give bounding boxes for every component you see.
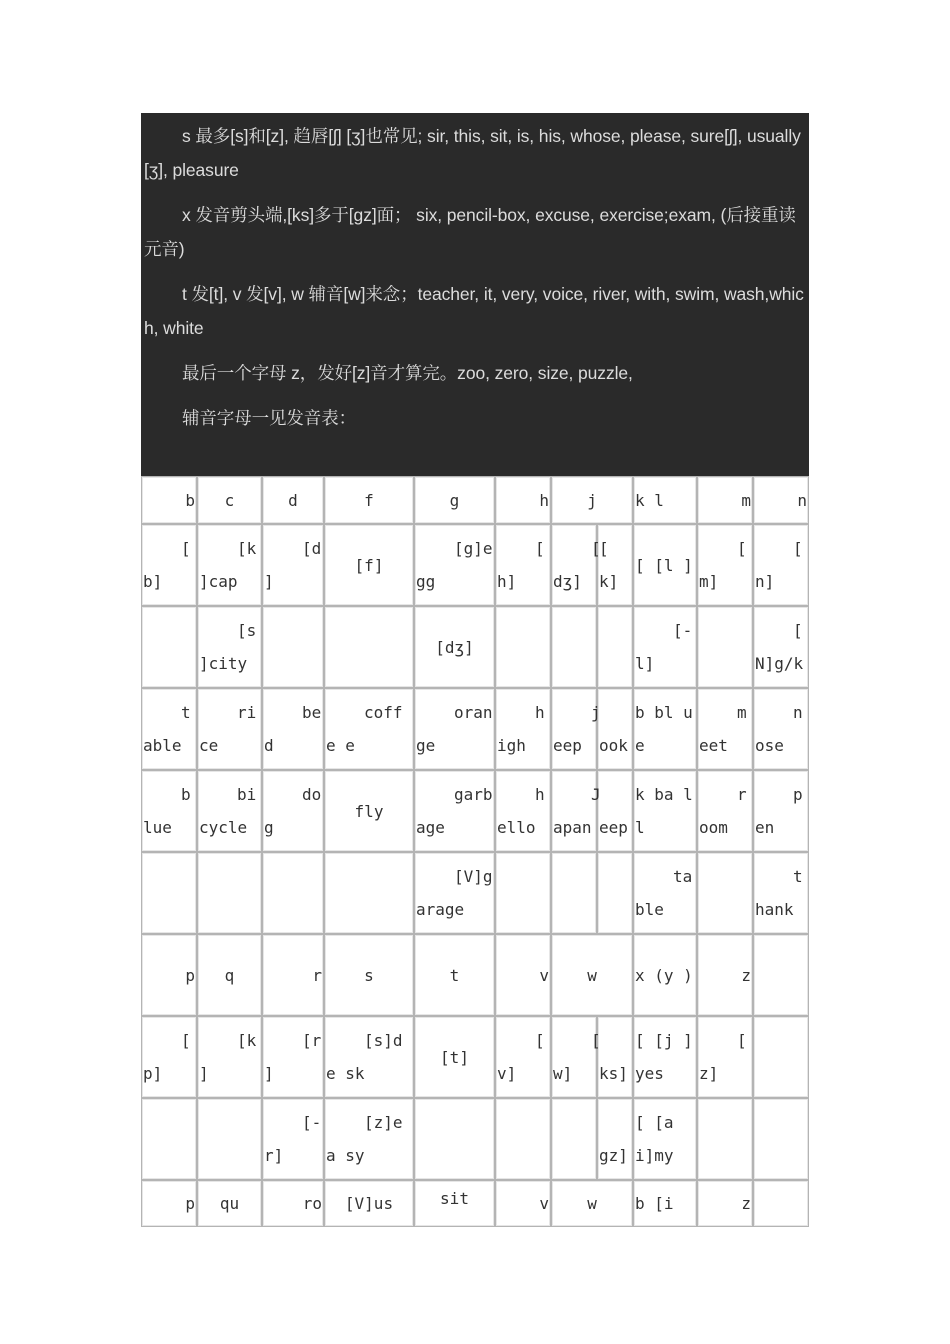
table-cell xyxy=(697,606,753,688)
table-cell: [r ] xyxy=(262,1016,324,1098)
table-cell: gz] xyxy=(597,1098,633,1180)
rule-t-v-w: t 发[t], v 发[v], w 辅音[w]来念；teacher, it, very, voice, river, with, swim, wash,which, white xyxy=(144,284,804,338)
table-cell: v xyxy=(495,934,551,1016)
table-cell: ook xyxy=(597,688,633,770)
table-cell: qu xyxy=(197,1180,262,1227)
table-cell: t xyxy=(414,934,495,1016)
table-cell xyxy=(197,1098,262,1180)
table-cell: [ p] xyxy=(141,1016,197,1098)
table-cell xyxy=(324,606,414,688)
table-intro: 辅音字母一见发音表： xyxy=(182,408,356,428)
table-cell: [k ]cap xyxy=(197,524,262,606)
table-cell xyxy=(597,606,633,688)
table-cell xyxy=(597,852,633,934)
table-cell xyxy=(753,1180,809,1227)
table-cell: be d xyxy=(262,688,324,770)
table-cell: ta ble xyxy=(633,852,697,934)
table-cell xyxy=(262,852,324,934)
table-cell: [ k] xyxy=(597,524,633,606)
table-cell: J apan xyxy=(551,770,597,852)
table-cell xyxy=(141,606,197,688)
table-cell: h ello xyxy=(495,770,551,852)
table-cell: t able xyxy=(141,688,197,770)
table-cell: [ w] xyxy=(551,1016,597,1098)
pronunciation-rules-block xyxy=(141,113,809,476)
table-row xyxy=(141,1016,809,1098)
table-cell: h igh xyxy=(495,688,551,770)
table-cell: b xyxy=(141,476,197,524)
table-cell: [ h] xyxy=(495,524,551,606)
table-cell: do g xyxy=(262,770,324,852)
table-cell: r xyxy=(262,934,324,1016)
table-row xyxy=(141,524,809,606)
table-cell: [V]g arage xyxy=(414,852,495,934)
table-cell xyxy=(753,1098,809,1180)
table-cell xyxy=(495,606,551,688)
table-cell: [- r] xyxy=(262,1098,324,1180)
table-cell xyxy=(551,852,597,934)
table-cell: ks] xyxy=(597,1016,633,1098)
table-cell: z xyxy=(697,1180,753,1227)
table-cell: p xyxy=(141,1180,197,1227)
table-cell xyxy=(551,606,597,688)
table-cell: r oom xyxy=(697,770,753,852)
table-row xyxy=(141,852,809,934)
table-cell: eep xyxy=(597,770,633,852)
table-cell: [t] xyxy=(414,1016,495,1098)
table-cell: [f] xyxy=(324,524,414,606)
table-cell: [k ] xyxy=(197,1016,262,1098)
table-cell: [ z] xyxy=(697,1016,753,1098)
table-cell: [ dʒ] xyxy=(551,524,597,606)
table-cell: g xyxy=(414,476,495,524)
table-cell: v xyxy=(495,1180,551,1227)
table-cell: k l xyxy=(633,476,697,524)
table-row xyxy=(141,934,809,1016)
table-cell: bi cycle xyxy=(197,770,262,852)
table-cell: m xyxy=(697,476,753,524)
rule-x: x 发音剪头端,[ks]多于[gz]面； six, pencil-box, excuse, exercise;exam, (后接重读元音) xyxy=(144,205,796,259)
table-cell: [z]ea sy xyxy=(324,1098,414,1180)
table-cell: h xyxy=(495,476,551,524)
table-cell: [ n] xyxy=(753,524,809,606)
table-cell: coffe e xyxy=(324,688,414,770)
table-cell: [g]e gg xyxy=(414,524,495,606)
table-cell xyxy=(753,934,809,1016)
table-cell xyxy=(324,852,414,934)
rule-z: 最后一个字母 z，发好[z]音才算完。zoo, zero, size, puzzle, xyxy=(182,363,633,383)
table-row xyxy=(141,476,809,524)
table-cell: x (y ) xyxy=(633,934,697,1016)
table-cell: b bl ue xyxy=(633,688,697,770)
table-cell: ri ce xyxy=(197,688,262,770)
table-cell xyxy=(262,606,324,688)
table-cell xyxy=(141,852,197,934)
table-cell: w xyxy=(551,934,633,1016)
table-cell: [ [j ]yes xyxy=(633,1016,697,1098)
rule-s: s 最多[s]和[z], 趋唇[ʃ] [ʒ]也常见; sir, this, sit, is, his, whose, please, sure[ʃ], usually[ʒ], pleasure xyxy=(144,126,801,180)
table-cell xyxy=(753,1016,809,1098)
table-cell: [s]de sk xyxy=(324,1016,414,1098)
table-cell: d xyxy=(262,476,324,524)
table-cell: t hank xyxy=(753,852,809,934)
table-cell: q xyxy=(197,934,262,1016)
table-cell: n ose xyxy=(753,688,809,770)
table-cell: garb age xyxy=(414,770,495,852)
table-cell: [ [a i]my xyxy=(633,1098,697,1180)
table-row xyxy=(141,770,809,852)
table-cell: c xyxy=(197,476,262,524)
table-cell: p xyxy=(141,934,197,1016)
table-cell: [V]us xyxy=(324,1180,414,1227)
table-cell: n xyxy=(753,476,809,524)
table-cell xyxy=(414,1098,495,1180)
table-row xyxy=(141,606,809,688)
table-cell: [d ] xyxy=(262,524,324,606)
table-cell: b lue xyxy=(141,770,197,852)
table-row xyxy=(141,1180,809,1227)
table-cell: [ v] xyxy=(495,1016,551,1098)
table-cell xyxy=(495,852,551,934)
table-cell xyxy=(697,852,753,934)
table-cell: oran ge xyxy=(414,688,495,770)
table-cell: b [i xyxy=(633,1180,697,1227)
table-cell xyxy=(495,1098,551,1180)
table-cell: fly xyxy=(324,770,414,852)
table-row xyxy=(141,688,809,770)
table-cell: m eet xyxy=(697,688,753,770)
table-cell xyxy=(551,1098,597,1180)
consonant-pronunciation-table xyxy=(141,476,809,1227)
table-cell: [ N]g/k xyxy=(753,606,809,688)
table-cell xyxy=(697,1098,753,1180)
table-cell: ro xyxy=(262,1180,324,1227)
table-cell: k ba ll xyxy=(633,770,697,852)
table-cell: [dʒ] xyxy=(414,606,495,688)
table-cell: [- l] xyxy=(633,606,697,688)
table-cell: s xyxy=(324,934,414,1016)
table-cell: j xyxy=(551,476,633,524)
table-cell: w xyxy=(551,1180,633,1227)
table-cell: f xyxy=(324,476,414,524)
table-row xyxy=(141,1098,809,1180)
table-cell: sit xyxy=(414,1180,495,1227)
table-cell xyxy=(197,852,262,934)
table-cell: [ [l ] xyxy=(633,524,697,606)
table-cell xyxy=(141,1098,197,1180)
table-cell: j eep xyxy=(551,688,597,770)
table-cell: z xyxy=(697,934,753,1016)
table-cell: [s ]city xyxy=(197,606,262,688)
table-cell: p en xyxy=(753,770,809,852)
table-cell: [ m] xyxy=(697,524,753,606)
table-cell: [ b] xyxy=(141,524,197,606)
